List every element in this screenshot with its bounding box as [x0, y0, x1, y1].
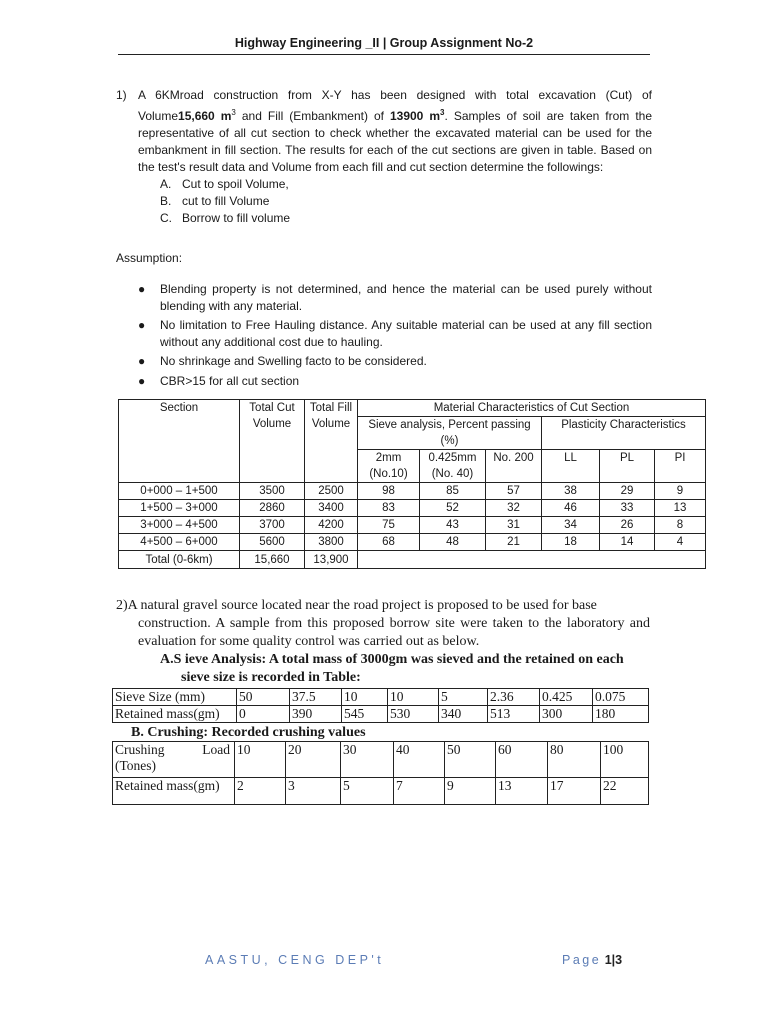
table-row: Retained mass(gm) 2 3 5 7 9 13 17 22 [113, 778, 649, 805]
table-row: 3+000 – 4+500 3700 4200 75 43 31 34 26 8 [119, 517, 706, 534]
header-rule [118, 54, 650, 55]
header-sieve: Sieve analysis, Percent passing (%) [358, 417, 542, 450]
question-1-number: 1) [116, 88, 127, 102]
table-row: 0+000 – 1+500 3500 2500 98 85 57 38 29 9 [119, 483, 706, 500]
question-2 [116, 597, 650, 651]
list-item: C. Borrow to fill volume [160, 211, 291, 225]
table-row: Retained mass(gm) 0 390 545 530 340 513 300 180 [113, 706, 649, 723]
header-0425mm: 0.425mm (No. 40) [420, 450, 486, 483]
header-no200: No. 200 [486, 450, 542, 483]
assumption-heading: Assumption: [116, 251, 183, 265]
header-plasticity: Plasticity Characteristics [542, 417, 706, 450]
footer-page-number: Page 1|3 [562, 953, 623, 967]
crushing-heading: B. Crushing: Recorded crushing values [131, 725, 366, 740]
page-header-title: Highway Engineering _II | Group Assignment No-2 [234, 36, 534, 50]
header-total-cut: Total Cut Volume [240, 400, 305, 483]
header-2mm: 2mm (No.10) [358, 450, 420, 483]
crushing-table [112, 741, 649, 805]
list-item: B. cut to fill Volume [160, 194, 270, 208]
header-material: Material Characteristics of Cut Section [358, 400, 706, 417]
footer-department: AASTU, CENG DEP't [205, 953, 385, 967]
header-pi: PI [655, 450, 706, 483]
header-pl: PL [600, 450, 655, 483]
assumption-bullet: ● CBR>15 for all cut section [138, 373, 300, 388]
assumption-list [116, 281, 652, 392]
table-row: 4+500 – 6+000 5600 3800 68 48 21 18 14 4 [119, 534, 706, 551]
sieve-analysis-heading: A.S ieve Analysis: A total mass of 3000gm was sieved and the retained on each sieve size is recorded in Table: [160, 652, 624, 685]
table-total-row: Total (0-6km) 15,660 13,900 [119, 551, 706, 569]
table-row: Crushing Load (Tones) 10 20 30 40 50 60 80 100 [113, 742, 649, 778]
cut-section-table [118, 399, 706, 569]
assumption-bullet: ● Blending property is not determined, and hence the material can be used purely without blending with any material. [138, 282, 652, 313]
header-section: Section [119, 400, 240, 483]
question-2-text: construction. A sample from this proposed borrow site were taken to the laboratory and evaluation for some quality control was carried out as below. [138, 616, 650, 649]
sieve-table [112, 688, 649, 723]
assumption-bullet: ● No shrinkage and Swelling facto to be considered. [138, 354, 427, 368]
assumption-bullet: ● No limitation to Free Hauling distance. Any suitable material can be used at any fill section without any additional cost due to hauling. [138, 318, 652, 349]
table-row: Sieve Size (mm) 50 37.5 10 10 5 2.36 0.425 0.075 [113, 689, 649, 706]
list-item: A. Cut to spoil Volume, [160, 177, 289, 191]
header-total-fill: Total Fill Volume [305, 400, 358, 483]
question-2-first-line: 2)A natural gravel source located near the road project is proposed to be used for base [116, 598, 597, 613]
header-ll: LL [542, 450, 600, 483]
question-1 [116, 87, 652, 227]
question-1-text: A 6KMroad construction from X-Y has been designed with total excavation (Cut) of Volume15,660 $m^3$ and Fill (Embankment) of 13900 $m^3$. Samples of soil are taken from the representative of all cut section to check whether the excavated material can be used for the embankment in fill section. The results for each of the cut sections are given in table. Based on the test's result data and Volume from each fill and cut section determine the followings: [138, 88, 652, 174]
table-row: 1+500 – 3+000 2860 3400 83 52 32 46 33 13 [119, 500, 706, 517]
question-1-items [160, 176, 652, 227]
